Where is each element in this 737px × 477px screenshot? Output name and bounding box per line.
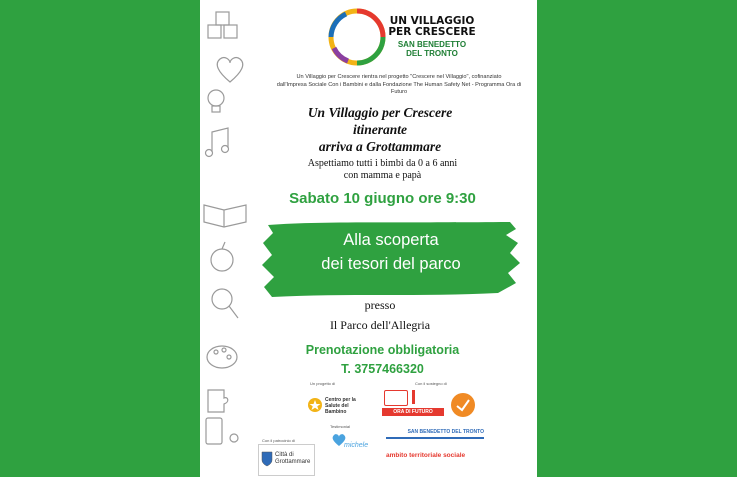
ambito-territoriale-logo: SAN BENEDETTO DEL TRONTO ambito territoriale sociale xyxy=(386,429,484,459)
event-poster xyxy=(200,0,537,477)
presso-label: presso xyxy=(364,298,396,312)
brand-h-icon xyxy=(412,390,427,404)
audience-text: Aspettiamo tutti i bimbi da 0 a 6 anni con mamma e papà xyxy=(307,158,458,181)
phone-icon xyxy=(206,418,238,444)
event-title: Alla scoperta dei tesori del parco xyxy=(321,231,461,273)
ora-di-futuro-logo: ORA DI FUTURO xyxy=(382,390,447,418)
event-place: Il Parco dell'Allegria xyxy=(329,318,431,332)
star-circle-icon xyxy=(308,398,322,412)
strategic-label: Con il sostegno di xyxy=(415,381,447,386)
doodle-column xyxy=(200,0,260,477)
booking-info: Prenotazione obbligatoria T. 3757466320 xyxy=(305,343,460,376)
paint-palette-icon xyxy=(207,346,237,368)
patrocinio-label: Con il patrocinio di xyxy=(262,438,295,443)
progetto-label: Un progetto di xyxy=(310,381,336,386)
brand-mark-icon xyxy=(384,390,408,406)
citta-grottammare-logo: Città di Grottammare xyxy=(258,444,315,476)
heart-icon xyxy=(217,58,243,82)
music-note-icon xyxy=(206,128,229,157)
logo-title: UN VILLAGGIO PER CRESCERE xyxy=(388,15,476,38)
open-book-icon xyxy=(204,205,246,227)
magnifier-icon xyxy=(212,289,238,318)
michele-logo: michele xyxy=(328,432,373,462)
logo-subtitle: SAN BENEDETTO DEL TRONTO xyxy=(397,40,467,58)
abc-blocks-icon xyxy=(208,12,237,38)
lightbulb-icon xyxy=(208,90,224,112)
event-date: Sabato 10 giugno ore 9:30 xyxy=(289,190,476,207)
sbt-banner: SAN BENEDETTO DEL TRONTO xyxy=(386,428,484,439)
project-intro: Un Villaggio per Crescere rientra nel progetto "Crescere nel Villaggio", cofinanziato dall'Impresa Sociale Con i Bambini e dalla Fondazione The Human Safety Net - Programma Ora di Futuro xyxy=(276,74,522,95)
headline: Un Villaggio per Crescere itinerante arriva a Grottammare xyxy=(307,105,453,154)
partner-circle-icon xyxy=(450,392,476,418)
testimonial-label: Testimonial xyxy=(330,424,351,429)
puzzle-icon xyxy=(208,390,228,412)
centro-salute-logo: Centro per la Salute del Bambino xyxy=(308,392,368,422)
project-logo xyxy=(324,4,504,70)
apple-icon xyxy=(211,242,233,271)
coat-of-arms-icon xyxy=(261,451,273,467)
